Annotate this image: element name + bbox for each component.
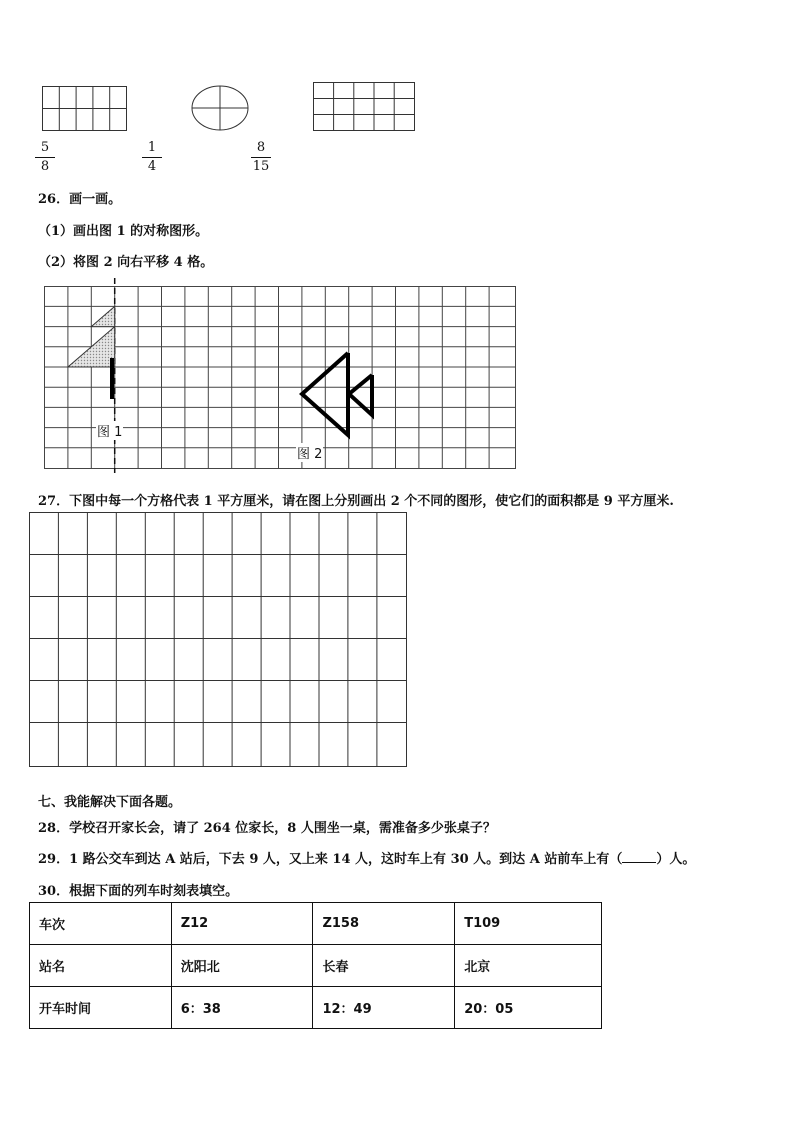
fraction-denominator: 4 [147,159,157,174]
q26-part1: （1）画出图 1 的对称图形。 [38,224,209,239]
q29-text [38,848,695,867]
table-cell: 车次 [30,903,172,945]
fraction [142,140,162,175]
fraction [251,140,271,175]
grid-figure-1 [42,86,128,132]
fig2-label: 图 2 [296,443,323,462]
fraction-numerator: 8 [256,140,266,155]
table-cell: T109 [455,903,602,945]
train-timetable [29,902,602,1029]
q27-grid [29,512,409,767]
table-cell: Z158 [313,903,455,945]
table-cell: Z12 [171,903,313,945]
fraction [35,140,55,175]
table-cell: 20：05 [455,987,602,1029]
q29-answer-blank[interactable] [622,862,656,863]
table-cell: 长春 [313,945,455,987]
table-row [30,903,602,945]
fraction-denominator: 8 [40,159,50,174]
table-cell: 开车时间 [30,987,172,1029]
grid-figure-2 [313,82,416,132]
table-row [30,945,602,987]
table-cell: 12：49 [313,987,455,1029]
table-cell: 北京 [455,945,602,987]
q26-part2: （2）将图 2 向右平移 4 格。 [38,255,214,270]
table-row [30,987,602,1029]
table-cell: 6：38 [171,987,313,1029]
q29-text-before: 29．1 路公交车到达 A 站后，下去 9 人，又上来 14 人，这时车上有 30 人。到达 A 站前车上有（ [38,852,623,867]
fraction-denominator: 15 [252,159,270,174]
fig1-label: 图 1 [96,421,123,440]
table-cell: 沈阳北 [171,945,313,987]
fraction-numerator: 5 [40,140,50,155]
q27-text: 27．下图中每一个方格代表 1 平方厘米，请在图上分别画出 2 个不同的图形，使它们的面积都是 9 平方厘米. [38,494,674,509]
figure-1-shape [91,306,114,326]
q28-text: 28．学校召开家长会，请了 264 位家长，8 人围坐一桌，需准备多少张桌子？ [38,821,496,836]
figure-2-shape [302,353,348,435]
fraction-numerator: 1 [147,140,157,155]
figure-1-shape [68,327,115,367]
q26-title: 26．画一画。 [38,192,122,207]
q26-drawing-grid [44,286,516,469]
figure-shapes [44,278,516,473]
q30-title: 30．根据下面的列车时刻表填空。 [38,884,239,899]
section7-title: 七、我能解决下面各题。 [38,795,182,810]
figure-2-shape [349,375,372,415]
table-cell: 站名 [30,945,172,987]
circle-figure [190,84,250,132]
q29-text-after: ）人。 [656,852,696,867]
